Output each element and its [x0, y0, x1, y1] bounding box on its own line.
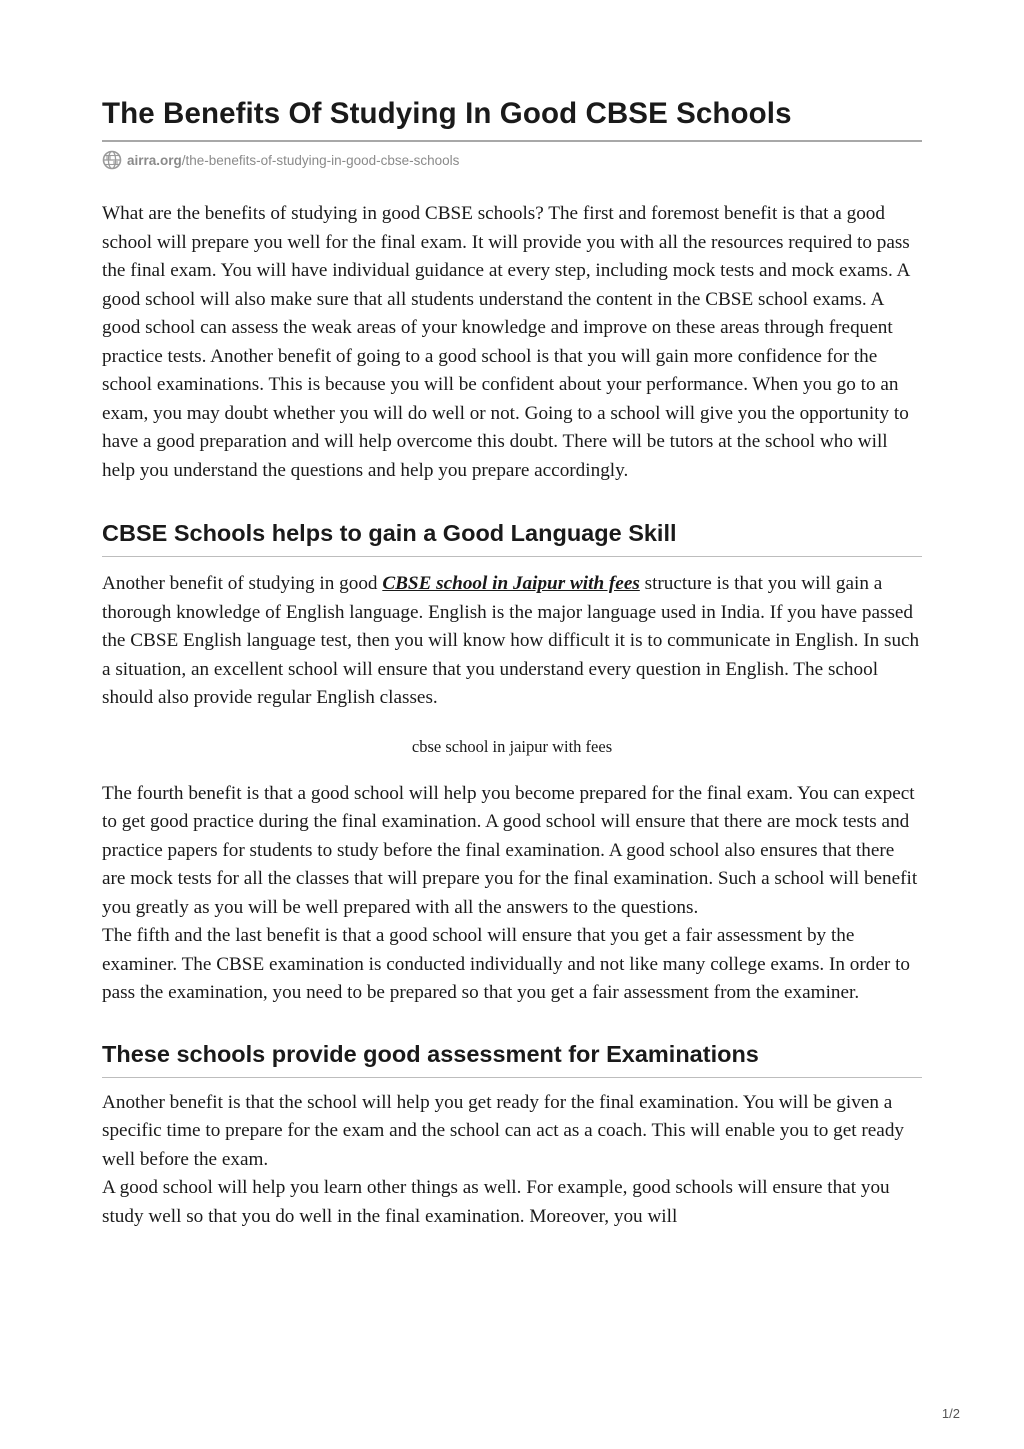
- fourth-benefit-paragraph: The fourth benefit is that a good school will help you become prepared for the final exam. You can expect to get good practice during the final examination. A good school will ensure that there are mock tests and practice papers for students to study before the final examination. A good school also ensures that there are mock tests for all the classes that will prepare you for the final examination. Such a school will benefit you greatly as you will be well prepared with all the answers to the questions.: [102, 782, 918, 918]
- intro-paragraph: What are the benefits of studying in good CBSE schools? The first and foremost benefit is that a good school will prepare you well for the final exam. It will provide you with all the resources required to pass the final exam. You will have individual guidance at every step, including mock tests and mock exams. A good school will also make sure that all students understand the content in the CBSE school exams. A good school can assess the weak areas of your knowledge and improve on these areas through frequent practice tests. Another benefit of going to a good school is that you will gain more confidence for the school examinations. This is because you will be confident about your performance. When you go to an exam, you may doubt whether you will do well or not. Going to a school will give you the opportunity to have a good preparation and will help overcome this doubt. There will be tutors at the school who will help you understand the questions and help you prepare accordingly.: [102, 203, 910, 481]
- section-divider: [102, 556, 922, 557]
- section-divider: [102, 1077, 922, 1078]
- section-heading-assessment: These schools provide good assessment for Examinations: [102, 1040, 759, 1067]
- page-title: The Benefits Of Studying In Good CBSE Schools: [102, 97, 792, 130]
- section-heading-language-skill: CBSE Schools helps to gain a Good Language Skill: [102, 520, 677, 546]
- source-path-link[interactable]: /the-benefits-of-studying-in-good-cbse-schools: [181, 152, 460, 168]
- fifth-benefit-paragraph: The fifth and the last benefit is that a good school will ensure that you get a fair assessment by the examiner. The CBSE examination is conducted individually and not like many college exams. In order to pass the examination, you need to be prepared so that you get a fair assessment from the examiner.: [102, 925, 910, 1003]
- assessment-paragraph: Another benefit is that the school will help you get ready for the final examination. You will be given a specific time to prepare for the exam and the school can act as a coach. This will enable you to get ready well before the exam.: [102, 1091, 905, 1170]
- page-number: 1/2: [941, 1406, 960, 1421]
- source-line: [102, 150, 922, 170]
- language-paragraph: [102, 570, 922, 713]
- image-caption: cbse school in jaipur with fees: [411, 736, 613, 756]
- globe-icon: [102, 150, 122, 170]
- language-paragraph-start: Another benefit of studying in good: [102, 573, 383, 594]
- source-domain-link[interactable]: airra.org: [127, 152, 182, 168]
- cbse-school-jaipur-link[interactable]: CBSE school in Jaipur with fees: [382, 573, 640, 594]
- language-paragraph-end: structure is that you will gain a thorough knowledge of English language. English is the major language used in India. If you have passed the CBSE English language test, then you will know how difficult it is to communicate in English. In such a situation, an excellent school will ensure that you understand every question in English. The school should also provide regular English classes.: [102, 573, 920, 708]
- title-divider: [102, 140, 922, 142]
- other-things-paragraph: A good school will help you learn other things as well. For example, good schools will ensure that you study well so that you do well in the final examination. Moreover, you will: [102, 1177, 890, 1227]
- document-page: [102, 92, 922, 1231]
